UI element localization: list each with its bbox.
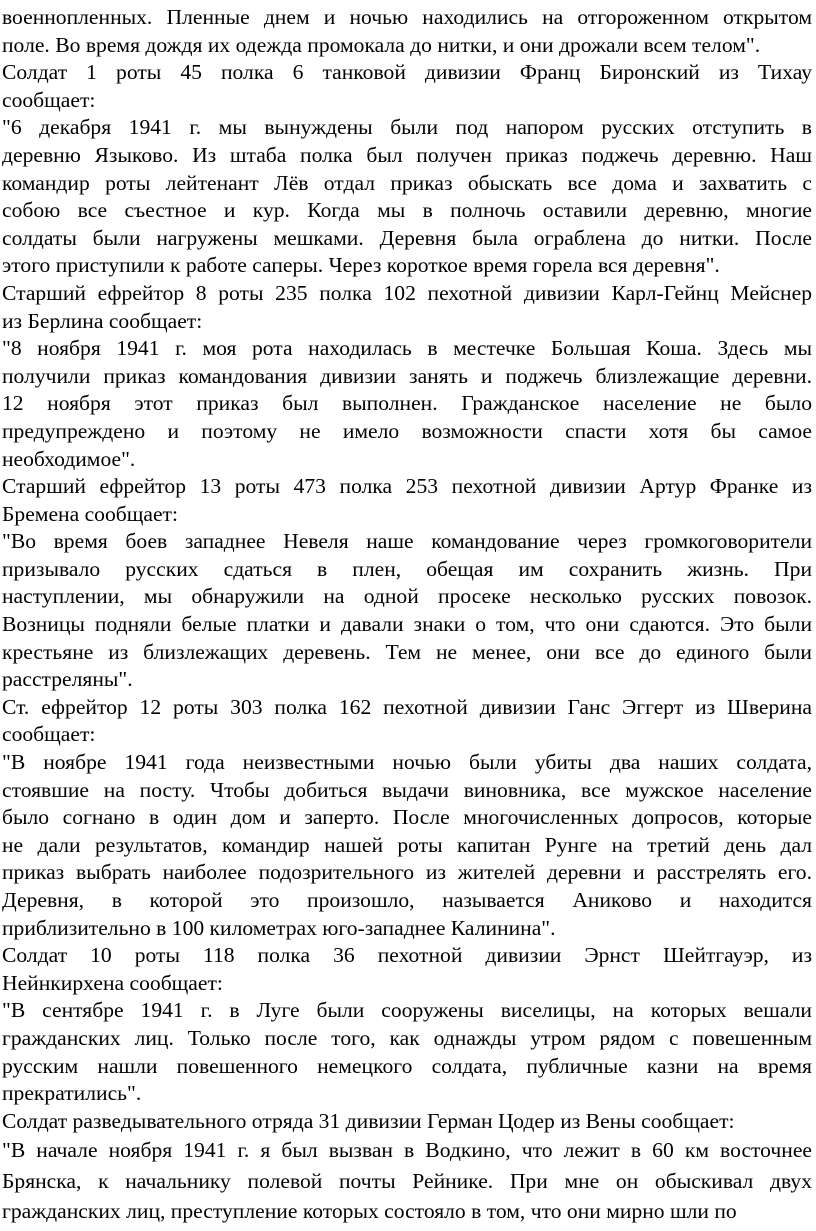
text-line: прекратились". bbox=[2, 1081, 142, 1106]
text-line: "В начале ноября 1941 г. я был вызван в Водкино, что лежит в 60 км восточнее bbox=[2, 1138, 812, 1163]
text-line: Старший ефрейтор 13 роты 473 полка 253 пехотной дивизии Артур Франке из bbox=[2, 474, 812, 499]
text-line: "8 ноября 1941 г. моя рота находилась в местечке Большая Коша. Здесь мы bbox=[2, 336, 812, 361]
paragraph bbox=[0, 59, 816, 114]
paragraph bbox=[0, 942, 816, 997]
text-line: было согнано в один дом и заперто. После многочисленных допросов, которые bbox=[2, 805, 812, 830]
paragraph bbox=[0, 997, 816, 1107]
text-line: необходимое". bbox=[2, 446, 136, 471]
text-line: не дали результатов, командир нашей роты капитан Рунге на третий день дал bbox=[2, 832, 812, 857]
paragraph bbox=[0, 749, 816, 942]
paragraph bbox=[0, 114, 816, 280]
text-line: сообщает: bbox=[2, 722, 96, 747]
text-line: Нейнкирхена сообщает: bbox=[2, 970, 223, 995]
document-body bbox=[0, 4, 816, 1135]
final-paragraph bbox=[0, 1135, 816, 1227]
text-line: Солдат 10 роты 118 полка 36 пехотной дивизии Эрнст Шейтгауэр, из bbox=[2, 943, 812, 968]
text-line: гражданских лиц, преступление которых состояло в том, что они мирно шли по bbox=[2, 1199, 737, 1224]
text-line: призывало русских сдаться в плен, обещая им сохранить жизнь. При bbox=[2, 556, 812, 581]
paragraph bbox=[0, 473, 816, 528]
paragraph bbox=[0, 4, 816, 59]
text-line: приказ выбрать наиболее подозрительного из жителей деревни и расстрелять его. bbox=[2, 860, 812, 885]
text-line: Старший ефрейтор 8 роты 235 полка 102 пехотной дивизии Карл-Гейнц Мейснер bbox=[2, 280, 812, 305]
text-line: Брянска, к начальнику полевой почты Рейнике. При мне он обыскивал двух bbox=[2, 1168, 812, 1193]
text-line: Возницы подняли белые платки и давали знаки о том, что они сдаются. Это были bbox=[2, 612, 812, 637]
text-line: Деревня, в которой это произошло, называется Аниково и находится bbox=[2, 888, 812, 912]
text-line: из Берлина сообщает: bbox=[2, 308, 203, 333]
text-line: Бремена сообщает: bbox=[2, 501, 178, 526]
text-line: гражданских лиц. Только после того, как однажды утром рядом с повешенным bbox=[2, 1025, 812, 1050]
text-line: Ст. ефрейтор 12 роты 303 полка 162 пехотной дивизии Ганс Эггерт из Шверина bbox=[2, 694, 812, 719]
text-line: крестьяне из близлежащих деревень. Тем не менее, они все до единого были bbox=[2, 639, 812, 664]
text-line: русским нашли повешенного немецкого солдата, публичные казни на время bbox=[2, 1053, 812, 1078]
text-line: поле. Во время дождя их одежда промокала до нитки, и они дрожали всем телом". bbox=[2, 32, 761, 57]
text-line: сообщает: bbox=[2, 87, 96, 112]
text-line: стоявшие на посту. Чтобы добиться выдачи виновника, все мужское население bbox=[2, 777, 812, 802]
text-line: собою все съестное и кур. Когда мы в полночь оставили деревню, многие bbox=[2, 198, 812, 223]
text-line: 12 ноября этот приказ был выполнен. Гражданское население не было bbox=[2, 391, 812, 416]
text-line: "Во время боев западнее Невеля наше командование через громкоговорители bbox=[2, 529, 812, 554]
text-line: солдаты были нагружены мешками. Деревня была ограблена до нитки. После bbox=[2, 225, 812, 250]
text-line: Солдат 1 роты 45 полка 6 танковой дивизии Франц Биронский из Тихау bbox=[2, 60, 812, 85]
text-line: военнопленных. Пленные днем и ночью находились на отгороженном открытом bbox=[2, 5, 812, 29]
text-line: этого приступили к работе саперы. Через короткое время горела вся деревня". bbox=[2, 253, 720, 278]
paragraph bbox=[0, 528, 816, 694]
text-line: приблизительно в 100 километрах юго-западнее Калинина". bbox=[2, 915, 556, 940]
paragraph bbox=[0, 335, 816, 473]
paragraph bbox=[0, 694, 816, 749]
text-line: Солдат разведывательного отряда 31 дивизии Герман Цодер из Вены сообщает: bbox=[2, 1108, 735, 1133]
text-line: получили приказ командования дивизии занять и поджечь близлежащие деревни. bbox=[2, 363, 812, 388]
text-line: командир роты лейтенант Лёв отдал приказ обыскать все дома и захватить с bbox=[2, 170, 812, 195]
text-line: деревню Языково. Из штаба полка был получен приказ поджечь деревню. Наш bbox=[2, 142, 812, 167]
text-line: наступлении, мы обнаружили на одной просеке несколько русских повозок. bbox=[2, 584, 812, 609]
text-line: "В сентябре 1941 г. в Луге были сооружены виселицы, на которых вешали bbox=[2, 998, 812, 1023]
text-line: предупреждено и поэтому не имело возможности спасти хотя бы самое bbox=[2, 418, 812, 443]
text-line: расстреляны". bbox=[2, 667, 133, 692]
text-line: "В ноябре 1941 года неизвестными ночью были убиты два наших солдата, bbox=[2, 750, 812, 775]
text-line: "6 декабря 1941 г. мы вынуждены были под напором русских отступить в bbox=[2, 115, 812, 140]
paragraph bbox=[0, 280, 816, 335]
paragraph bbox=[0, 1108, 816, 1136]
